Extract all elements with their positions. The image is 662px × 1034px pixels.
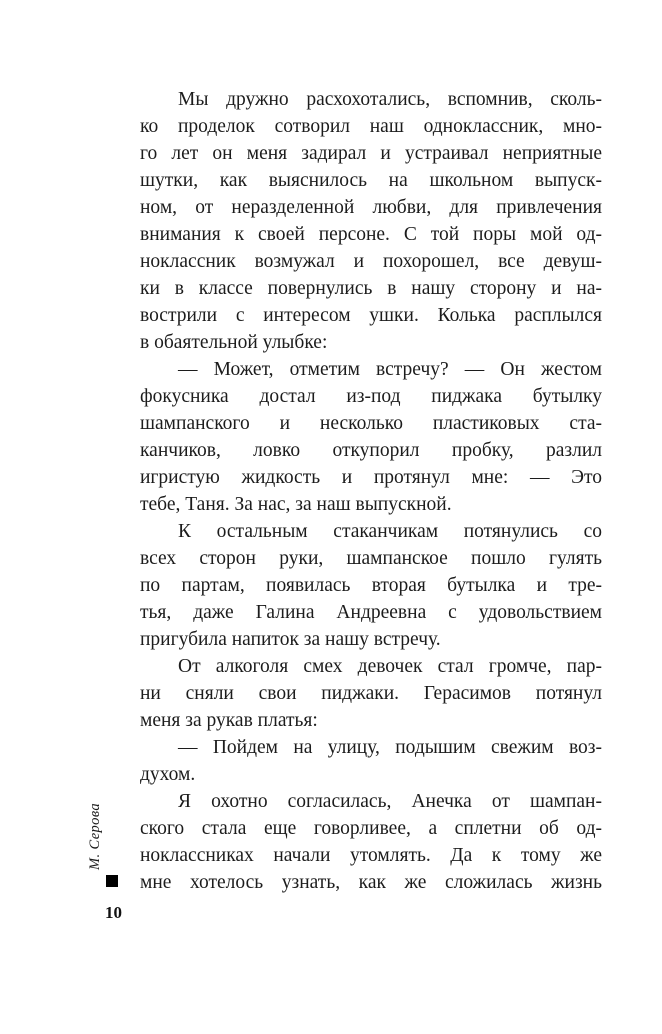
text-line: тебе, Таня. За нас, за наш выпускной.: [140, 494, 452, 515]
text-line: ноклассниках начали утомлять. Да к тому же: [140, 845, 602, 866]
text-line: меня за рукав платья:: [140, 710, 318, 731]
text-line: пригубила напиток за нашу встречу.: [140, 629, 441, 650]
text-line: ко проделок сотворил наш одноклассник, мно-: [140, 116, 602, 137]
text-line: ни сняли свои пиджаки. Герасимов потянул: [140, 683, 602, 704]
text-line: игристую жидкость и протянул мне: — Это: [140, 467, 602, 488]
text-line: мне хотелось узнать, как же сложилась жизнь: [140, 872, 602, 893]
text-line: ки в классе повернулись в нашу сторону и на-: [140, 278, 602, 299]
text-line: ского стала еще говорливее, а сплетни об од-: [140, 818, 602, 839]
text-line: духом.: [140, 764, 196, 785]
text-line: — Может, отметим встречу? — Он жестом: [178, 359, 602, 380]
text-line: От алкоголя смех девочек стал громче, пар-: [178, 656, 602, 677]
text-block: [140, 86, 602, 896]
text-line: всех сторон руки, шампанское пошло гулять: [140, 548, 602, 569]
author-vertical-label: М. Серова: [87, 802, 103, 870]
text-line: ном, от неразделенной любви, для привлечения: [140, 197, 602, 218]
text-line: К остальным стаканчикам потянулись со: [178, 521, 602, 542]
text-line: вострили с интересом ушки. Колька расплылся: [140, 305, 602, 326]
text-line: го лет он меня задирал и устраивал неприятные: [140, 143, 602, 164]
text-line: по партам, появилась вторая бутылка и тре-: [140, 575, 602, 596]
text-line: шампанского и несколько пластиковых ста-: [140, 413, 602, 434]
section-marker-square: [106, 875, 118, 887]
text-line: Мы дружно расхохотались, вспомнив, сколь-: [178, 89, 602, 110]
text-line: в обаятельной улыбке:: [140, 332, 328, 353]
text-line: ноклассник возмужал и похорошел, все девуш-: [140, 251, 602, 272]
text-line: тья, даже Галина Андреевна с удовольствием: [140, 602, 602, 623]
text-line: — Пойдем на улицу, подышим свежим воз-: [178, 737, 602, 758]
text-line: Я охотно согласилась, Анечка от шампан-: [178, 791, 602, 812]
page-number: 10: [105, 903, 122, 922]
text-line: фокусника достал из-под пиджака бутылку: [140, 386, 602, 407]
text-line: внимания к своей персоне. С той поры мой од-: [140, 224, 602, 245]
text-line: шутки, как выяснилось на школьном выпуск-: [140, 170, 602, 191]
text-line: канчиков, ловко откупорил пробку, разлил: [140, 440, 602, 461]
